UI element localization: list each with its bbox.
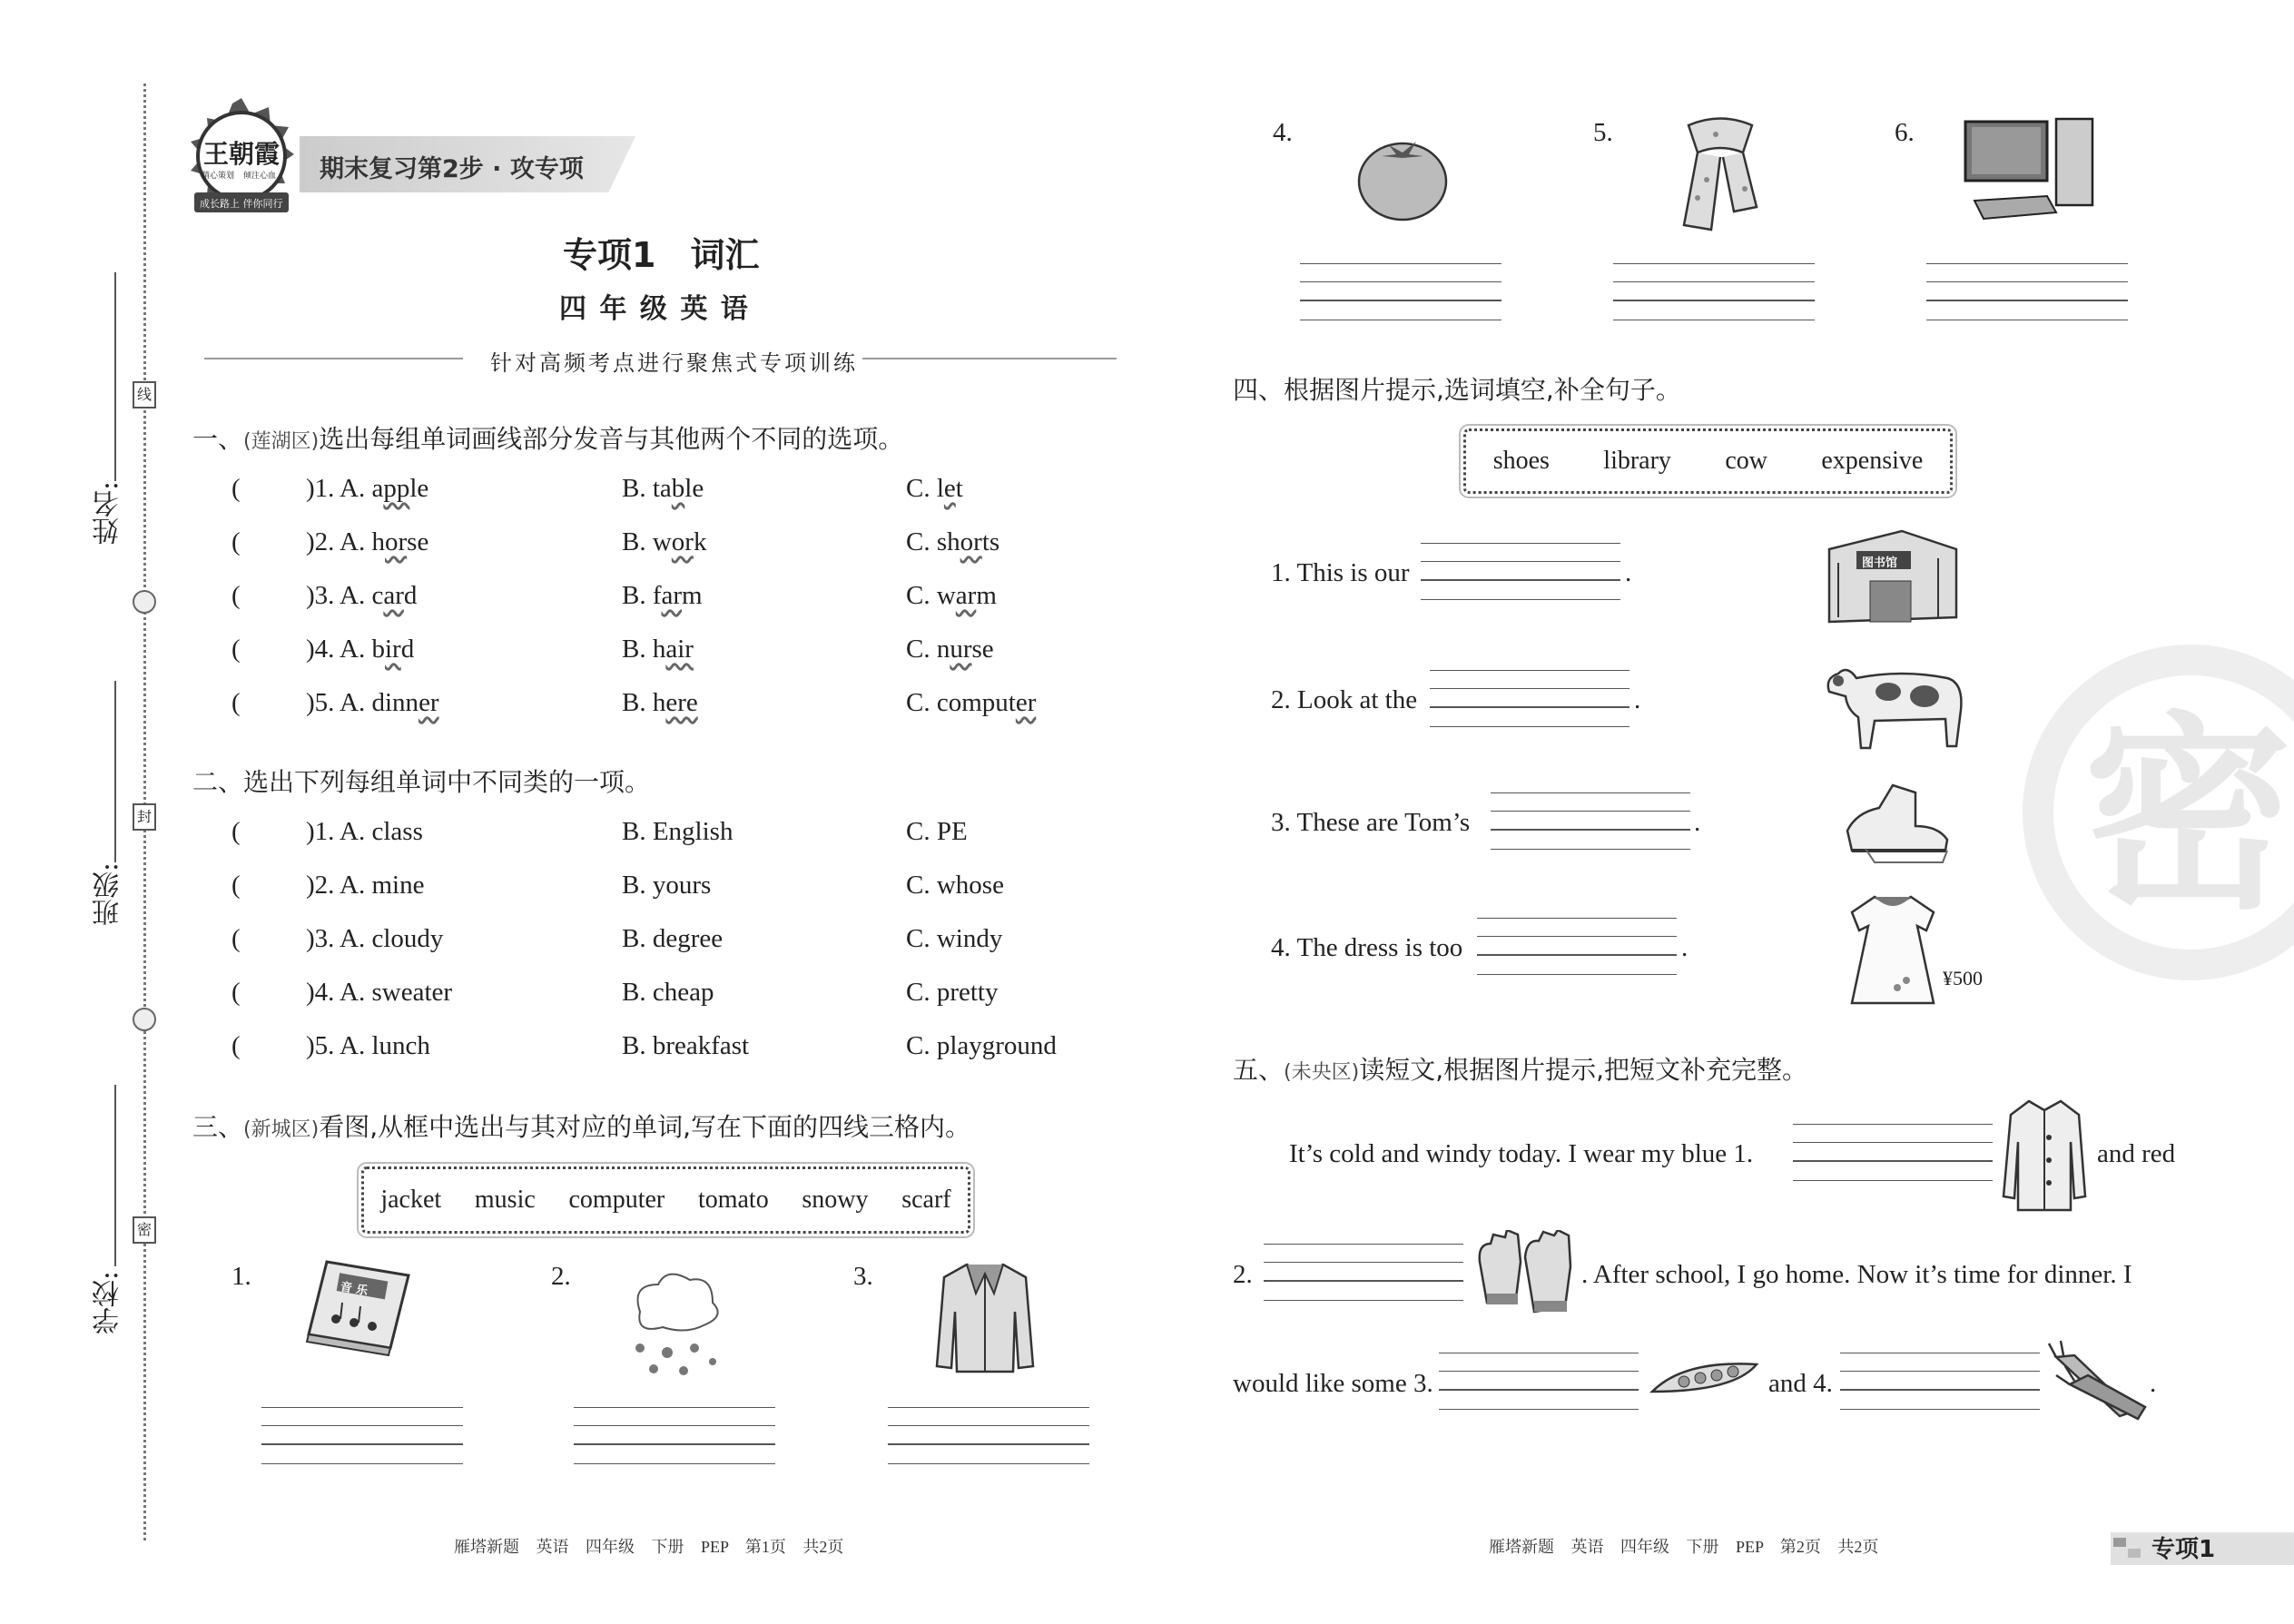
seal-char: 密 — [133, 1216, 156, 1244]
item-number: 6. — [1895, 118, 1915, 147]
answer-grid[interactable] — [1613, 263, 1815, 321]
question-a[interactable]: )5. A. lunch — [306, 1031, 430, 1060]
computer-image[interactable] — [1961, 114, 2097, 228]
footer-square — [2113, 1538, 2126, 1547]
question-row: ( — [231, 474, 241, 503]
section-3-heading: 三、(新城区)看图,从框中选出与其对应的单词,写在下面的四线三格内。 — [192, 1112, 970, 1142]
item-number: 5. — [1593, 118, 1613, 147]
section-2-heading: 二、选出下列每组单词中不同类的一项。 — [192, 767, 651, 797]
price-tag: ¥500 — [1943, 967, 1983, 989]
book-label: 音 乐 — [339, 1280, 369, 1299]
name-label: 姓名: — [93, 481, 124, 546]
passage-line-2: . After school, I go home. Now it’s time for dinner. I — [1581, 1260, 2132, 1289]
banner-text: 期末复习第2步 · 攻专项 — [320, 155, 584, 183]
question-c[interactable]: C. computer — [906, 688, 1037, 717]
question-c[interactable]: C. let — [906, 474, 963, 503]
passage-blank-3[interactable] — [1439, 1353, 1639, 1411]
shoes-image — [1838, 776, 1956, 867]
word-option: music — [474, 1186, 536, 1214]
passage-blank-1[interactable] — [1793, 1124, 1993, 1182]
question-b[interactable]: B. degree — [622, 924, 724, 953]
passage-blank-4[interactable] — [1840, 1353, 2040, 1411]
music-book-image — [300, 1257, 418, 1357]
sentence-2-blank[interactable] — [1430, 670, 1629, 728]
sentence-1-end: . — [1625, 558, 1632, 587]
snowy-image[interactable] — [613, 1262, 731, 1380]
word-option: tomato — [697, 1186, 769, 1214]
sentence-3-blank[interactable] — [1491, 792, 1690, 851]
jacket-image[interactable] — [935, 1257, 1035, 1375]
sentence-2-end: . — [1634, 685, 1641, 714]
question-b[interactable]: B. cheap — [622, 978, 714, 1007]
sentence-1-blank[interactable] — [1421, 543, 1620, 601]
question-b[interactable]: B. breakfast — [622, 1031, 750, 1060]
word-option: scarf — [901, 1186, 951, 1214]
word-option: library — [1603, 447, 1671, 475]
logo-sub: 精心策划 — [202, 172, 235, 181]
section-5-heading: 五、(未央区)读短文,根据图片提示,把短文补充完整。 — [1233, 1055, 1807, 1085]
question-a[interactable]: )3. A. cloudy — [306, 924, 444, 953]
dress-image — [1843, 890, 1943, 1008]
question-a[interactable]: )4. A. sweater — [306, 978, 453, 1007]
question-b[interactable]: B. here — [622, 688, 698, 717]
tagline: 针对高频考点进行聚焦式专项训练 — [490, 352, 858, 376]
logo-sub: 倾注心血 — [243, 172, 277, 181]
section-4-word-box — [1463, 428, 1953, 494]
passage-line-2-num: 2. — [1233, 1260, 1253, 1289]
logo-text: 王朝霞 — [202, 139, 280, 169]
word-option: shoes — [1492, 447, 1550, 475]
question-a[interactable]: )3. A. card — [306, 581, 418, 610]
question-row: ( — [231, 1031, 241, 1060]
item-number: 1. — [231, 1262, 251, 1291]
question-b[interactable]: B. farm — [622, 581, 703, 610]
question-a[interactable]: )1. A. apple — [306, 474, 429, 503]
footer-square — [2128, 1549, 2141, 1558]
item-number: 3. — [853, 1262, 873, 1291]
library-sign: 图书馆 — [1862, 556, 1898, 570]
answer-grid[interactable] — [888, 1407, 1089, 1465]
school-field-line[interactable] — [114, 1085, 116, 1266]
sentence-4-end: . — [1681, 933, 1689, 962]
sentence-4: 4. The dress is too — [1271, 933, 1463, 962]
answer-grid[interactable] — [261, 1407, 463, 1465]
question-c[interactable]: C. whose — [906, 871, 1004, 900]
question-b[interactable]: B. hair — [622, 635, 694, 664]
passage-line-1-end: and red — [2097, 1139, 2176, 1168]
question-b[interactable]: B. English — [622, 817, 733, 846]
section-4-heading: 四、根据图片提示,选词填空,补全句子。 — [1233, 375, 1681, 405]
page-subtitle: 四 年 级 英 语 — [559, 293, 750, 325]
class-field-line[interactable] — [114, 681, 116, 862]
answer-grid[interactable] — [1300, 263, 1501, 321]
question-a[interactable]: )2. A. mine — [306, 871, 425, 900]
question-c[interactable]: C. warm — [906, 581, 997, 610]
section-1-heading: 一、(莲湖区)选出每组单词画线部分发音与其他两个不同的选项。 — [192, 424, 904, 454]
word-option: computer — [568, 1186, 665, 1214]
scarf-image[interactable] — [1670, 116, 1770, 243]
sentence-4-blank[interactable] — [1477, 918, 1677, 976]
question-c[interactable]: C. shorts — [906, 527, 1000, 556]
answer-grid[interactable] — [1926, 263, 2128, 321]
cow-image — [1820, 646, 1970, 753]
sentence-3: 3. These are Tom’s — [1271, 808, 1471, 837]
binding-ring — [133, 1008, 156, 1031]
question-a[interactable]: )1. A. class — [306, 817, 423, 846]
brand-logo — [178, 94, 305, 221]
tomato-image[interactable] — [1353, 125, 1452, 225]
item-number: 2. — [551, 1262, 571, 1291]
passage-line-3-end: . — [2150, 1369, 2157, 1398]
question-b[interactable]: B. work — [622, 527, 707, 556]
question-row: ( — [231, 527, 241, 556]
carrots-image — [2047, 1339, 2151, 1421]
question-c[interactable]: C. pretty — [906, 978, 999, 1007]
peas-image — [1648, 1351, 1761, 1410]
passage-line-3-mid: and 4. — [1768, 1369, 1833, 1398]
logo-ribbon: 成长路上 伴你同行 — [200, 198, 283, 210]
question-a[interactable]: )4. A. bird — [306, 635, 415, 664]
gloves-image — [1471, 1230, 1578, 1321]
passage-line-3: would like some 3. — [1233, 1369, 1433, 1398]
coat-image — [2002, 1097, 2088, 1215]
passage-blank-2[interactable] — [1264, 1244, 1463, 1302]
sentence-1: 1. This is our — [1271, 558, 1410, 587]
word-option: jacket — [380, 1186, 442, 1214]
question-c[interactable]: C. PE — [906, 817, 968, 846]
class-label: 班级: — [93, 862, 124, 927]
question-a[interactable]: )2. A. horse — [306, 527, 429, 556]
question-row: ( — [231, 924, 241, 953]
question-row: ( — [231, 978, 241, 1007]
question-row: ( — [231, 688, 241, 717]
divider — [204, 358, 463, 359]
name-field-line[interactable] — [114, 272, 116, 481]
sentence-2: 2. Look at the — [1271, 685, 1418, 714]
word-option: expensive — [1821, 447, 1924, 475]
footer-right: 雁塔新题 英语 四年级 下册 PEP 第2页 共2页 — [1489, 1538, 1879, 1556]
question-row: ( — [231, 635, 241, 664]
watermark-text: 密 — [2083, 695, 2293, 938]
word-option: snowy — [802, 1186, 869, 1214]
question-c[interactable]: C. nurse — [906, 635, 994, 664]
seal-char: 线 — [133, 381, 156, 408]
sentence-3-end: . — [1694, 808, 1701, 837]
footer-tag: 专项1 — [2151, 1536, 2216, 1563]
question-c[interactable]: C. playground — [906, 1031, 1057, 1060]
answer-grid[interactable] — [574, 1407, 775, 1465]
question-row: ( — [231, 817, 241, 846]
binding-ring — [133, 590, 156, 614]
seal-char: 封 — [133, 803, 156, 831]
school-label: 学校: — [93, 1271, 124, 1335]
question-row: ( — [231, 581, 241, 610]
question-c[interactable]: C. windy — [906, 924, 1003, 953]
passage-line-1: It’s cold and windy today. I wear my blue 1. — [1289, 1139, 1754, 1168]
question-row: ( — [231, 871, 241, 900]
library-image — [1820, 522, 1961, 626]
section-3-word-box — [361, 1166, 970, 1234]
word-option: cow — [1725, 447, 1767, 475]
question-b[interactable]: B. yours — [622, 871, 712, 900]
item-number: 4. — [1273, 118, 1293, 147]
question-a[interactable]: )5. A. dinner — [306, 688, 439, 717]
divider — [862, 358, 1117, 359]
page-title: 专项1 词汇 — [563, 235, 760, 275]
question-b[interactable]: B. table — [622, 474, 704, 503]
footer-left: 雁塔新题 英语 四年级 下册 PEP 第1页 共2页 — [454, 1538, 844, 1556]
